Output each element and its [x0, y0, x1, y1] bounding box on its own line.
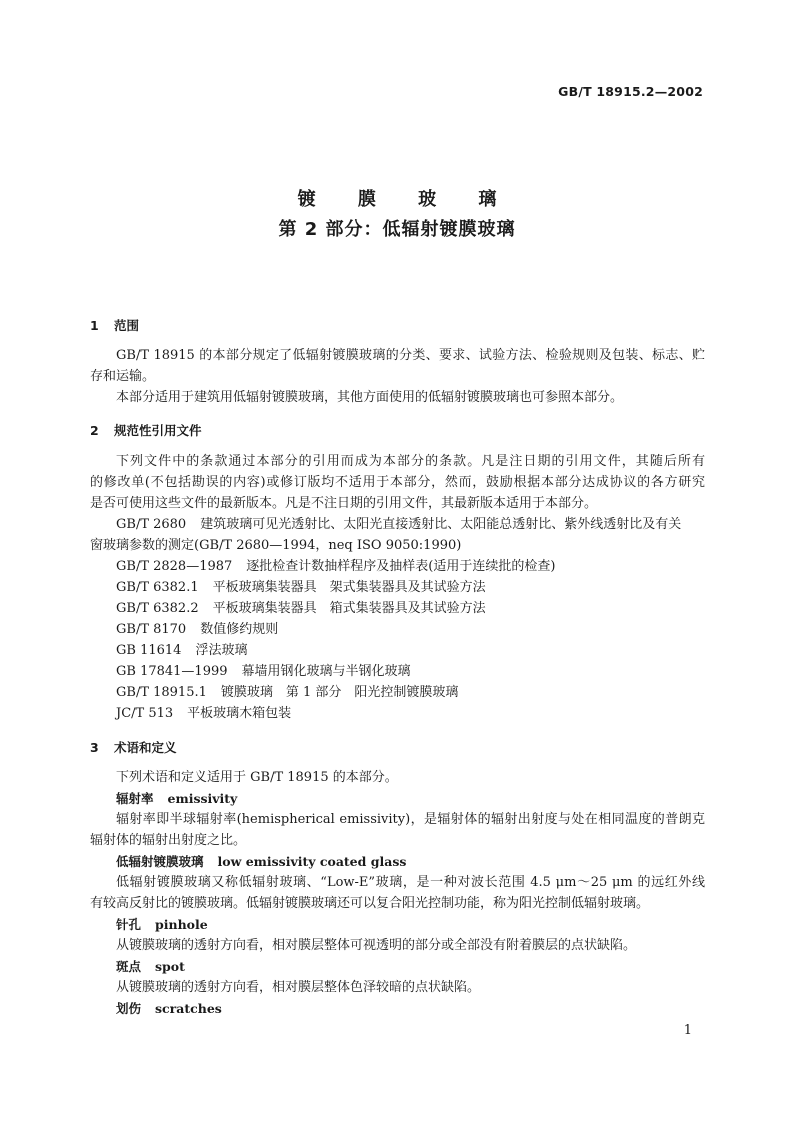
term-definition-line: 低辐射镀膜玻璃又称低辐射玻璃、“Low-E”玻璃，是一种对波长范围 4.5 μm～25 μm 的远红外线	[116, 875, 705, 890]
term-heading: 辐射率 emissivity	[116, 791, 238, 806]
reference-item: GB 17841—1999 幕墙用钢化玻璃与半钢化玻璃	[116, 664, 411, 679]
paragraph-line: 本部分适用于建筑用低辐射镀膜玻璃，其他方面使用的低辐射镀膜玻璃也可参照本部分。	[116, 390, 624, 405]
paragraph-line: 下列文件中的条款通过本部分的引用而成为本部分的条款。凡是注日期的引用文件，其随后所有	[116, 454, 705, 469]
reference-item: GB/T 18915.1 镀膜玻璃 第 1 部分 阳光控制镀膜玻璃	[116, 685, 459, 700]
section-heading: 1 范围	[90, 318, 140, 333]
reference-item: GB/T 2828—1987 逐批检查计数抽样程序及抽样表(适用于连续批的检查)	[116, 559, 556, 574]
paragraph-line: GB/T 18915 的本部分规定了低辐射镀膜玻璃的分类、要求、试验方法、检验规则及包装、标志、贮	[116, 348, 705, 363]
document-subtitle: 第 2 部分：低辐射镀膜玻璃	[278, 219, 516, 240]
term-definition-line: 从镀膜玻璃的透射方向看，相对膜层整体可视透明的部分或全部没有附着膜层的点状缺陷。	[116, 938, 637, 953]
reference-item: JC/T 513 平板玻璃木箱包装	[116, 706, 292, 721]
term-definition-line: 有较高反射比的镀膜玻璃。低辐射镀膜玻璃还可以复合阳光控制功能，称为阳光控制低辐射玻璃。	[90, 896, 650, 911]
reference-item: GB/T 2680 建筑玻璃可见光透射比、太阳光直接透射比、太阳能总透射比、紫外线透射比及有关	[116, 517, 682, 532]
term-definition-line: 辐射率即半球辐射率(hemispherical emissivity)，是辐射体的辐射出射度与处在相同温度的普朗克	[116, 812, 705, 827]
reference-item: GB/T 6382.1 平板玻璃集装器具 架式集装器具及其试验方法	[116, 580, 486, 595]
page-number: 1	[683, 1023, 692, 1038]
term-heading: 低辐射镀膜玻璃 low emissivity coated glass	[116, 854, 407, 869]
reference-item: GB/T 6382.2 平板玻璃集装器具 箱式集装器具及其试验方法	[116, 601, 486, 616]
reference-item: GB/T 8170 数值修约规则	[116, 622, 279, 637]
term-heading: 针孔 pinhole	[116, 917, 208, 932]
term-heading: 斑点 spot	[116, 959, 185, 974]
section-heading: 2 规范性引用文件	[90, 423, 202, 438]
paragraph-line: 存和运输。	[90, 369, 156, 384]
term-definition-line: 从镀膜玻璃的透射方向看，相对膜层整体色泽较暗的点状缺陷。	[116, 980, 481, 995]
reference-item: GB 11614 浮法玻璃	[116, 643, 248, 658]
term-heading: 划伤 scratches	[116, 1001, 222, 1016]
reference-item-continued: 窗玻璃参数的测定(GB/T 2680—1994，neq ISO 9050:1990)	[90, 538, 462, 553]
standard-code: GB/T 18915.2—2002	[558, 84, 703, 99]
paragraph-line: 是否可使用这些文件的最新版本。凡是不注日期的引用文件，其最新版本适用于本部分。	[90, 496, 598, 511]
term-definition-line: 辐射体的辐射出射度之比。	[90, 833, 247, 848]
paragraph-line: 的修改单(不包括勘误的内容)或修订版均不适用于本部分，然而，鼓励根据本部分达成协议的各方研究	[90, 475, 705, 490]
document-title: 镀 膜 玻 璃	[297, 189, 515, 210]
paragraph-line: 下列术语和定义适用于 GB/T 18915 的本部分。	[116, 770, 398, 785]
section-heading: 3 术语和定义	[90, 740, 177, 755]
